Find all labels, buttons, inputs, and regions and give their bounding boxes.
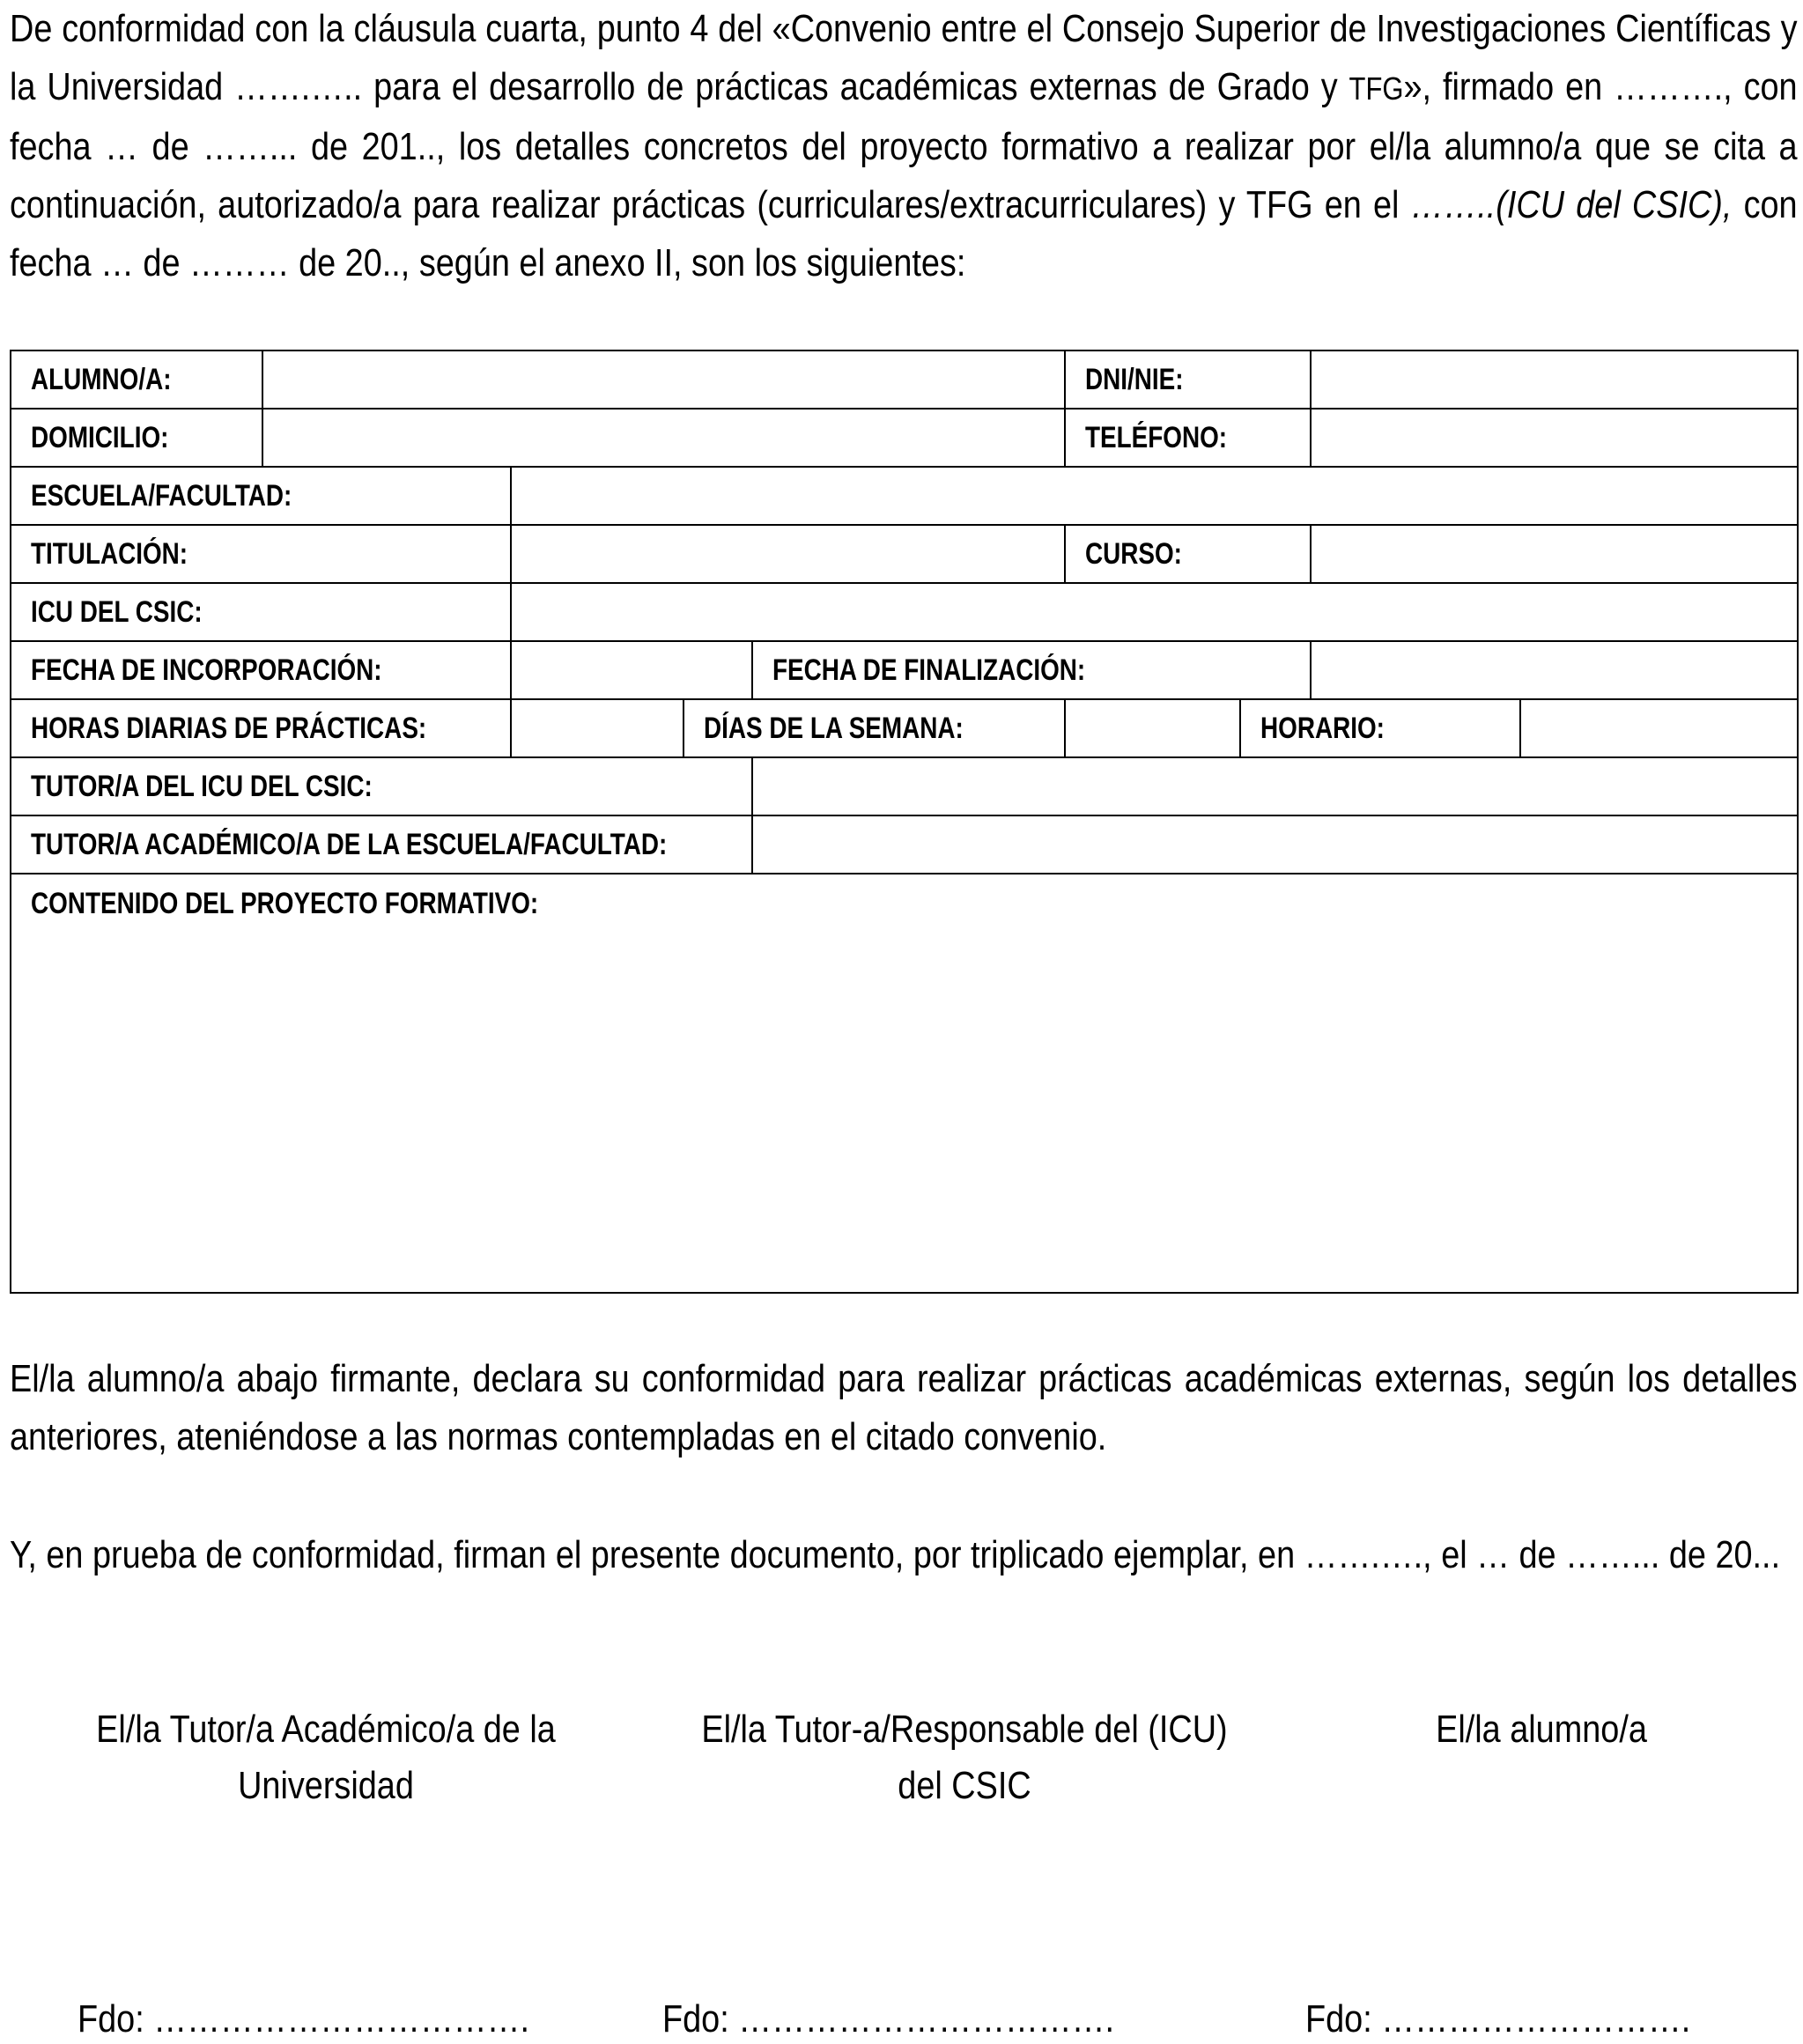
signature-title-tutor-academico: El/la Tutor/a Académico/a de la Universidad — [96, 1708, 556, 1807]
dias-field[interactable] — [1065, 699, 1240, 757]
domicilio-label: DOMICILIO: — [11, 409, 262, 467]
fecha-incorporacion-label: FECHA DE INCORPORACIÓN: — [11, 641, 511, 699]
fecha-finalizacion-field[interactable] — [1311, 641, 1798, 699]
escuela-field[interactable] — [511, 467, 1798, 525]
intro-paragraph — [10, 0, 1798, 292]
row-horas — [11, 699, 1798, 757]
row-tutor-academico — [11, 815, 1798, 874]
tutor-academico-field[interactable] — [752, 815, 1798, 874]
signature-title-tutor-icu: El/la Tutor-a/Responsable del (ICU) del CSIC — [701, 1708, 1228, 1807]
contenido-field[interactable] — [11, 874, 1798, 1293]
alumno-label: ALUMNO/A: — [11, 351, 262, 409]
tutor-icu-label: TUTOR/A DEL ICU DEL CSIC: — [11, 757, 752, 815]
proof-paragraph: Y, en prueba de conformidad, firman el presente documento, por triplicado ejemplar, en …….…., el … de ……... de 20... — [10, 1533, 1781, 1576]
escuela-label: ESCUELA/FACULTAD: — [11, 467, 511, 525]
contenido-label: CONTENIDO DEL PROYECTO FORMATIVO: — [31, 887, 539, 920]
intro-tfg: TFG — [1349, 70, 1404, 107]
signature-line-tutor-icu[interactable]: Fdo: ……………………………. — [662, 1997, 1114, 2040]
row-icu — [11, 583, 1798, 641]
tutor-academico-label: TUTOR/A ACADÉMICO/A DE LA ESCUELA/FACULTAD: — [11, 815, 752, 874]
intro-text-3: con fecha … de ……… de 20.., según el anexo II, son los siguientes: — [10, 183, 1798, 284]
row-contenido — [11, 874, 1798, 1293]
intro-icu: ……..(ICU del CSIC), — [1410, 183, 1733, 226]
icu-field[interactable] — [511, 583, 1798, 641]
row-escuela — [11, 467, 1798, 525]
signature-title-alumno: El/la alumno/a — [1436, 1708, 1647, 1751]
horas-label: HORAS DIARIAS DE PRÁCTICAS: — [11, 699, 511, 757]
tutor-icu-field[interactable] — [752, 757, 1798, 815]
dni-label: DNI/NIE: — [1065, 351, 1311, 409]
row-alumno — [11, 351, 1798, 409]
row-domicilio — [11, 409, 1798, 467]
student-form-table — [10, 350, 1799, 1294]
intro-text-2: », firmado en ………., con fecha … de ……... de 201.., los detalles concretos del proyecto formativo a realizar por el/la alumno/a que se cita a continuación, autorizado/a para realizar prácticas (curriculares/extracurriculares) y TFG en el — [10, 65, 1798, 226]
fecha-finalizacion-label: FECHA DE FINALIZACIÓN: — [752, 641, 1311, 699]
horario-field[interactable] — [1520, 699, 1798, 757]
dias-label: DÍAS DE LA SEMANA: — [684, 699, 1065, 757]
signature-line-tutor-academico[interactable]: Fdo: ……………………………. — [78, 1997, 529, 2040]
telefono-field[interactable] — [1311, 409, 1798, 467]
fecha-incorporacion-field[interactable] — [511, 641, 752, 699]
curso-field[interactable] — [1311, 525, 1798, 583]
row-fechas — [11, 641, 1798, 699]
alumno-field[interactable] — [262, 351, 1065, 409]
titulacion-field[interactable] — [511, 525, 1065, 583]
titulacion-label: TITULACIÓN: — [11, 525, 511, 583]
telefono-label: TELÉFONO: — [1065, 409, 1311, 467]
intro-text-1: De conformidad con la cláusula cuarta, punto 4 del «Convenio entre el Consejo Superior de Investigaciones Científicas y la Universidad …….….. para el desarrollo de prácticas académicas externas de Grado y — [10, 7, 1798, 108]
row-titulacion — [11, 525, 1798, 583]
curso-label: CURSO: — [1065, 525, 1311, 583]
declaration-paragraph: El/la alumno/a abajo firmante, declara su conformidad para realizar prácticas académicas externas, según los detalles anteriores, ateniéndose a las normas contempladas en el citado convenio. — [10, 1357, 1798, 1458]
domicilio-field[interactable] — [262, 409, 1065, 467]
horas-field[interactable] — [511, 699, 684, 757]
horario-label: HORARIO: — [1240, 699, 1520, 757]
row-tutor-icu — [11, 757, 1798, 815]
signature-line-alumno[interactable]: Fdo: ………………………. — [1305, 1997, 1691, 2040]
icu-label: ICU DEL CSIC: — [11, 583, 511, 641]
dni-field[interactable] — [1311, 351, 1798, 409]
